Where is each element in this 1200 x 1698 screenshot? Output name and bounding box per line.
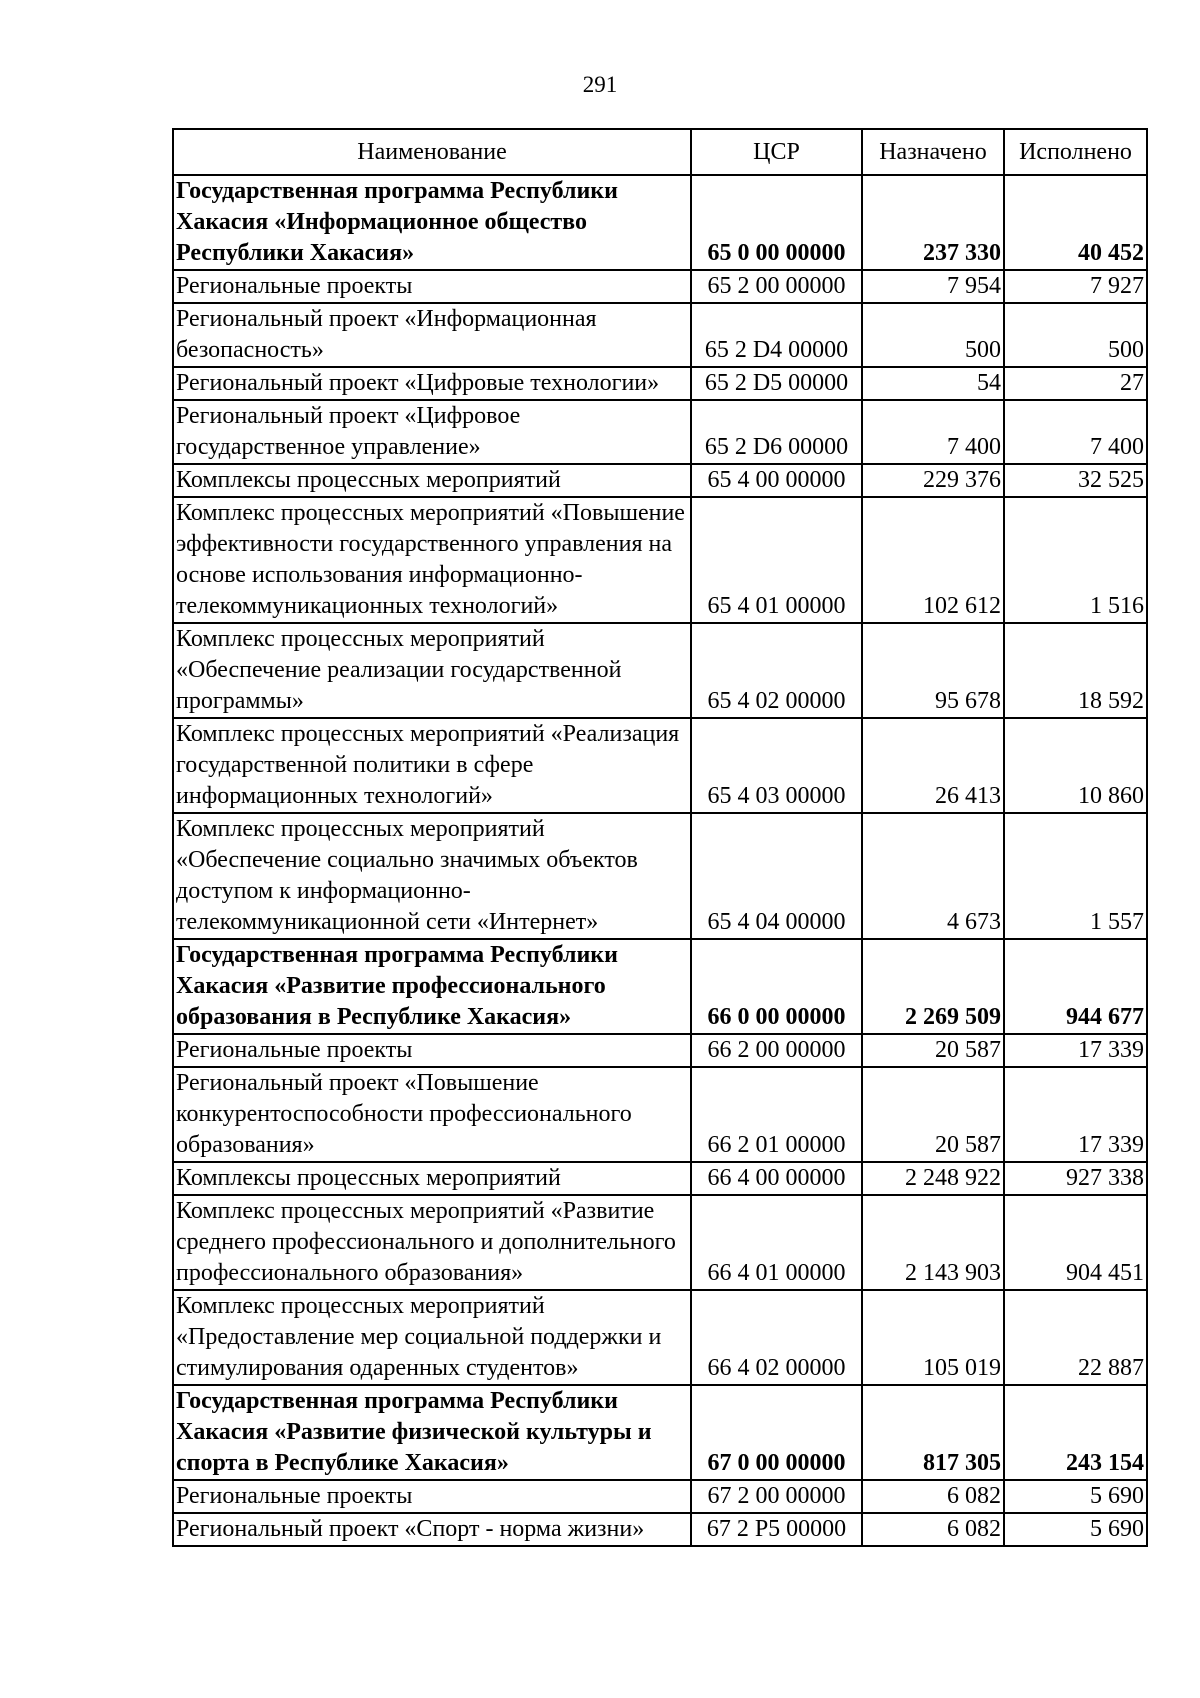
page-number: 291 — [582, 72, 618, 97]
budget-table — [172, 128, 1148, 1547]
cell-assigned: 7 400 — [862, 400, 1004, 464]
table-row — [173, 1513, 1147, 1546]
table-row — [173, 1034, 1147, 1067]
cell-csr: 65 4 01 00000 — [691, 497, 862, 623]
cell-executed: 1 516 — [1004, 497, 1147, 623]
cell-assigned: 105 019 — [862, 1290, 1004, 1385]
cell-executed: 243 154 — [1004, 1385, 1147, 1480]
cell-assigned: 4 673 — [862, 813, 1004, 939]
table-row — [173, 623, 1147, 718]
cell-executed: 5 690 — [1004, 1480, 1147, 1513]
cell-name: Государственная программа Республики Хакасия «Развитие профессионального образования в Республике Хакасия» — [173, 939, 691, 1034]
table-header-row — [173, 129, 1147, 175]
cell-csr: 67 2 P5 00000 — [691, 1513, 862, 1546]
cell-name: Региональный проект «Цифровое государственное управление» — [173, 400, 691, 464]
cell-assigned: 6 082 — [862, 1480, 1004, 1513]
table-body — [173, 175, 1147, 1546]
cell-name: Комплекс процессных мероприятий «Развитие среднего профессионального и дополнительного профессионального образования» — [173, 1195, 691, 1290]
cell-assigned: 2 248 922 — [862, 1162, 1004, 1195]
cell-executed: 944 677 — [1004, 939, 1147, 1034]
cell-csr: 65 4 03 00000 — [691, 718, 862, 813]
table-row — [173, 1067, 1147, 1162]
cell-executed: 1 557 — [1004, 813, 1147, 939]
table-row — [173, 464, 1147, 497]
table-row — [173, 497, 1147, 623]
cell-name: Комплексы процессных мероприятий — [173, 1162, 691, 1195]
cell-csr: 65 4 00 00000 — [691, 464, 862, 497]
cell-assigned: 229 376 — [862, 464, 1004, 497]
table-row — [173, 1385, 1147, 1480]
header-assigned: Назначено — [862, 129, 1004, 175]
cell-csr: 65 2 D6 00000 — [691, 400, 862, 464]
table-row — [173, 718, 1147, 813]
cell-assigned: 102 612 — [862, 497, 1004, 623]
table-row — [173, 813, 1147, 939]
cell-assigned: 237 330 — [862, 175, 1004, 270]
cell-name: Региональный проект «Информационная безопасность» — [173, 303, 691, 367]
cell-name: Государственная программа Республики Хакасия «Развитие физической культуры и спорта в Республике Хакасия» — [173, 1385, 691, 1480]
cell-csr: 66 4 01 00000 — [691, 1195, 862, 1290]
cell-csr: 67 2 00 00000 — [691, 1480, 862, 1513]
cell-assigned: 2 269 509 — [862, 939, 1004, 1034]
cell-executed: 27 — [1004, 367, 1147, 400]
cell-assigned: 2 143 903 — [862, 1195, 1004, 1290]
cell-assigned: 7 954 — [862, 270, 1004, 303]
cell-executed: 17 339 — [1004, 1067, 1147, 1162]
cell-csr: 65 4 04 00000 — [691, 813, 862, 939]
cell-assigned: 54 — [862, 367, 1004, 400]
cell-assigned: 95 678 — [862, 623, 1004, 718]
cell-assigned: 6 082 — [862, 1513, 1004, 1546]
table-row — [173, 270, 1147, 303]
cell-csr: 65 4 02 00000 — [691, 623, 862, 718]
cell-csr: 66 0 00 00000 — [691, 939, 862, 1034]
header-csr: ЦСР — [691, 129, 862, 175]
cell-executed: 17 339 — [1004, 1034, 1147, 1067]
cell-executed: 500 — [1004, 303, 1147, 367]
table-row — [173, 1290, 1147, 1385]
table-row — [173, 400, 1147, 464]
cell-csr: 65 2 D4 00000 — [691, 303, 862, 367]
cell-name: Региональный проект «Цифровые технологии» — [173, 367, 691, 400]
cell-name: Региональный проект «Спорт - норма жизни» — [173, 1513, 691, 1546]
table-row — [173, 1480, 1147, 1513]
header-executed: Исполнено — [1004, 129, 1147, 175]
cell-name: Комплекс процессных мероприятий «Обеспечение реализации государственной программы» — [173, 623, 691, 718]
cell-name: Государственная программа Республики Хакасия «Информационное общество Республики Хакасия» — [173, 175, 691, 270]
cell-csr: 66 4 00 00000 — [691, 1162, 862, 1195]
cell-assigned: 20 587 — [862, 1067, 1004, 1162]
cell-executed: 10 860 — [1004, 718, 1147, 813]
table-row — [173, 1162, 1147, 1195]
cell-executed: 18 592 — [1004, 623, 1147, 718]
cell-executed: 7 927 — [1004, 270, 1147, 303]
table-row — [173, 1195, 1147, 1290]
cell-executed: 927 338 — [1004, 1162, 1147, 1195]
cell-executed: 904 451 — [1004, 1195, 1147, 1290]
cell-executed: 32 525 — [1004, 464, 1147, 497]
cell-assigned: 817 305 — [862, 1385, 1004, 1480]
cell-name: Комплексы процессных мероприятий — [173, 464, 691, 497]
cell-name: Комплекс процессных мероприятий «Повышение эффективности государственного управления на основе использования информационно-телекоммуникационных технологий» — [173, 497, 691, 623]
cell-csr: 65 0 00 00000 — [691, 175, 862, 270]
cell-executed: 7 400 — [1004, 400, 1147, 464]
cell-assigned: 500 — [862, 303, 1004, 367]
cell-name: Региональный проект «Повышение конкурентоспособности профессионального образования» — [173, 1067, 691, 1162]
cell-executed: 5 690 — [1004, 1513, 1147, 1546]
header-name: Наименование — [173, 129, 691, 175]
cell-csr: 66 2 00 00000 — [691, 1034, 862, 1067]
cell-csr: 66 4 02 00000 — [691, 1290, 862, 1385]
cell-executed: 22 887 — [1004, 1290, 1147, 1385]
table-row — [173, 303, 1147, 367]
table-row — [173, 367, 1147, 400]
cell-csr: 66 2 01 00000 — [691, 1067, 862, 1162]
cell-csr: 65 2 D5 00000 — [691, 367, 862, 400]
table-row — [173, 175, 1147, 270]
cell-name: Региональные проекты — [173, 1480, 691, 1513]
cell-assigned: 20 587 — [862, 1034, 1004, 1067]
table-row — [173, 939, 1147, 1034]
cell-assigned: 26 413 — [862, 718, 1004, 813]
cell-name: Комплекс процессных мероприятий «Обеспечение социально значимых объектов доступом к информационно-телекоммуникационной сети «Интернет» — [173, 813, 691, 939]
cell-name: Комплекс процессных мероприятий «Предоставление мер социальной поддержки и стимулирования одаренных студентов» — [173, 1290, 691, 1385]
cell-csr: 67 0 00 00000 — [691, 1385, 862, 1480]
cell-csr: 65 2 00 00000 — [691, 270, 862, 303]
cell-name: Региональные проекты — [173, 1034, 691, 1067]
cell-name: Региональные проекты — [173, 270, 691, 303]
cell-name: Комплекс процессных мероприятий «Реализация государственной политики в сфере информационных технологий» — [173, 718, 691, 813]
cell-executed: 40 452 — [1004, 175, 1147, 270]
